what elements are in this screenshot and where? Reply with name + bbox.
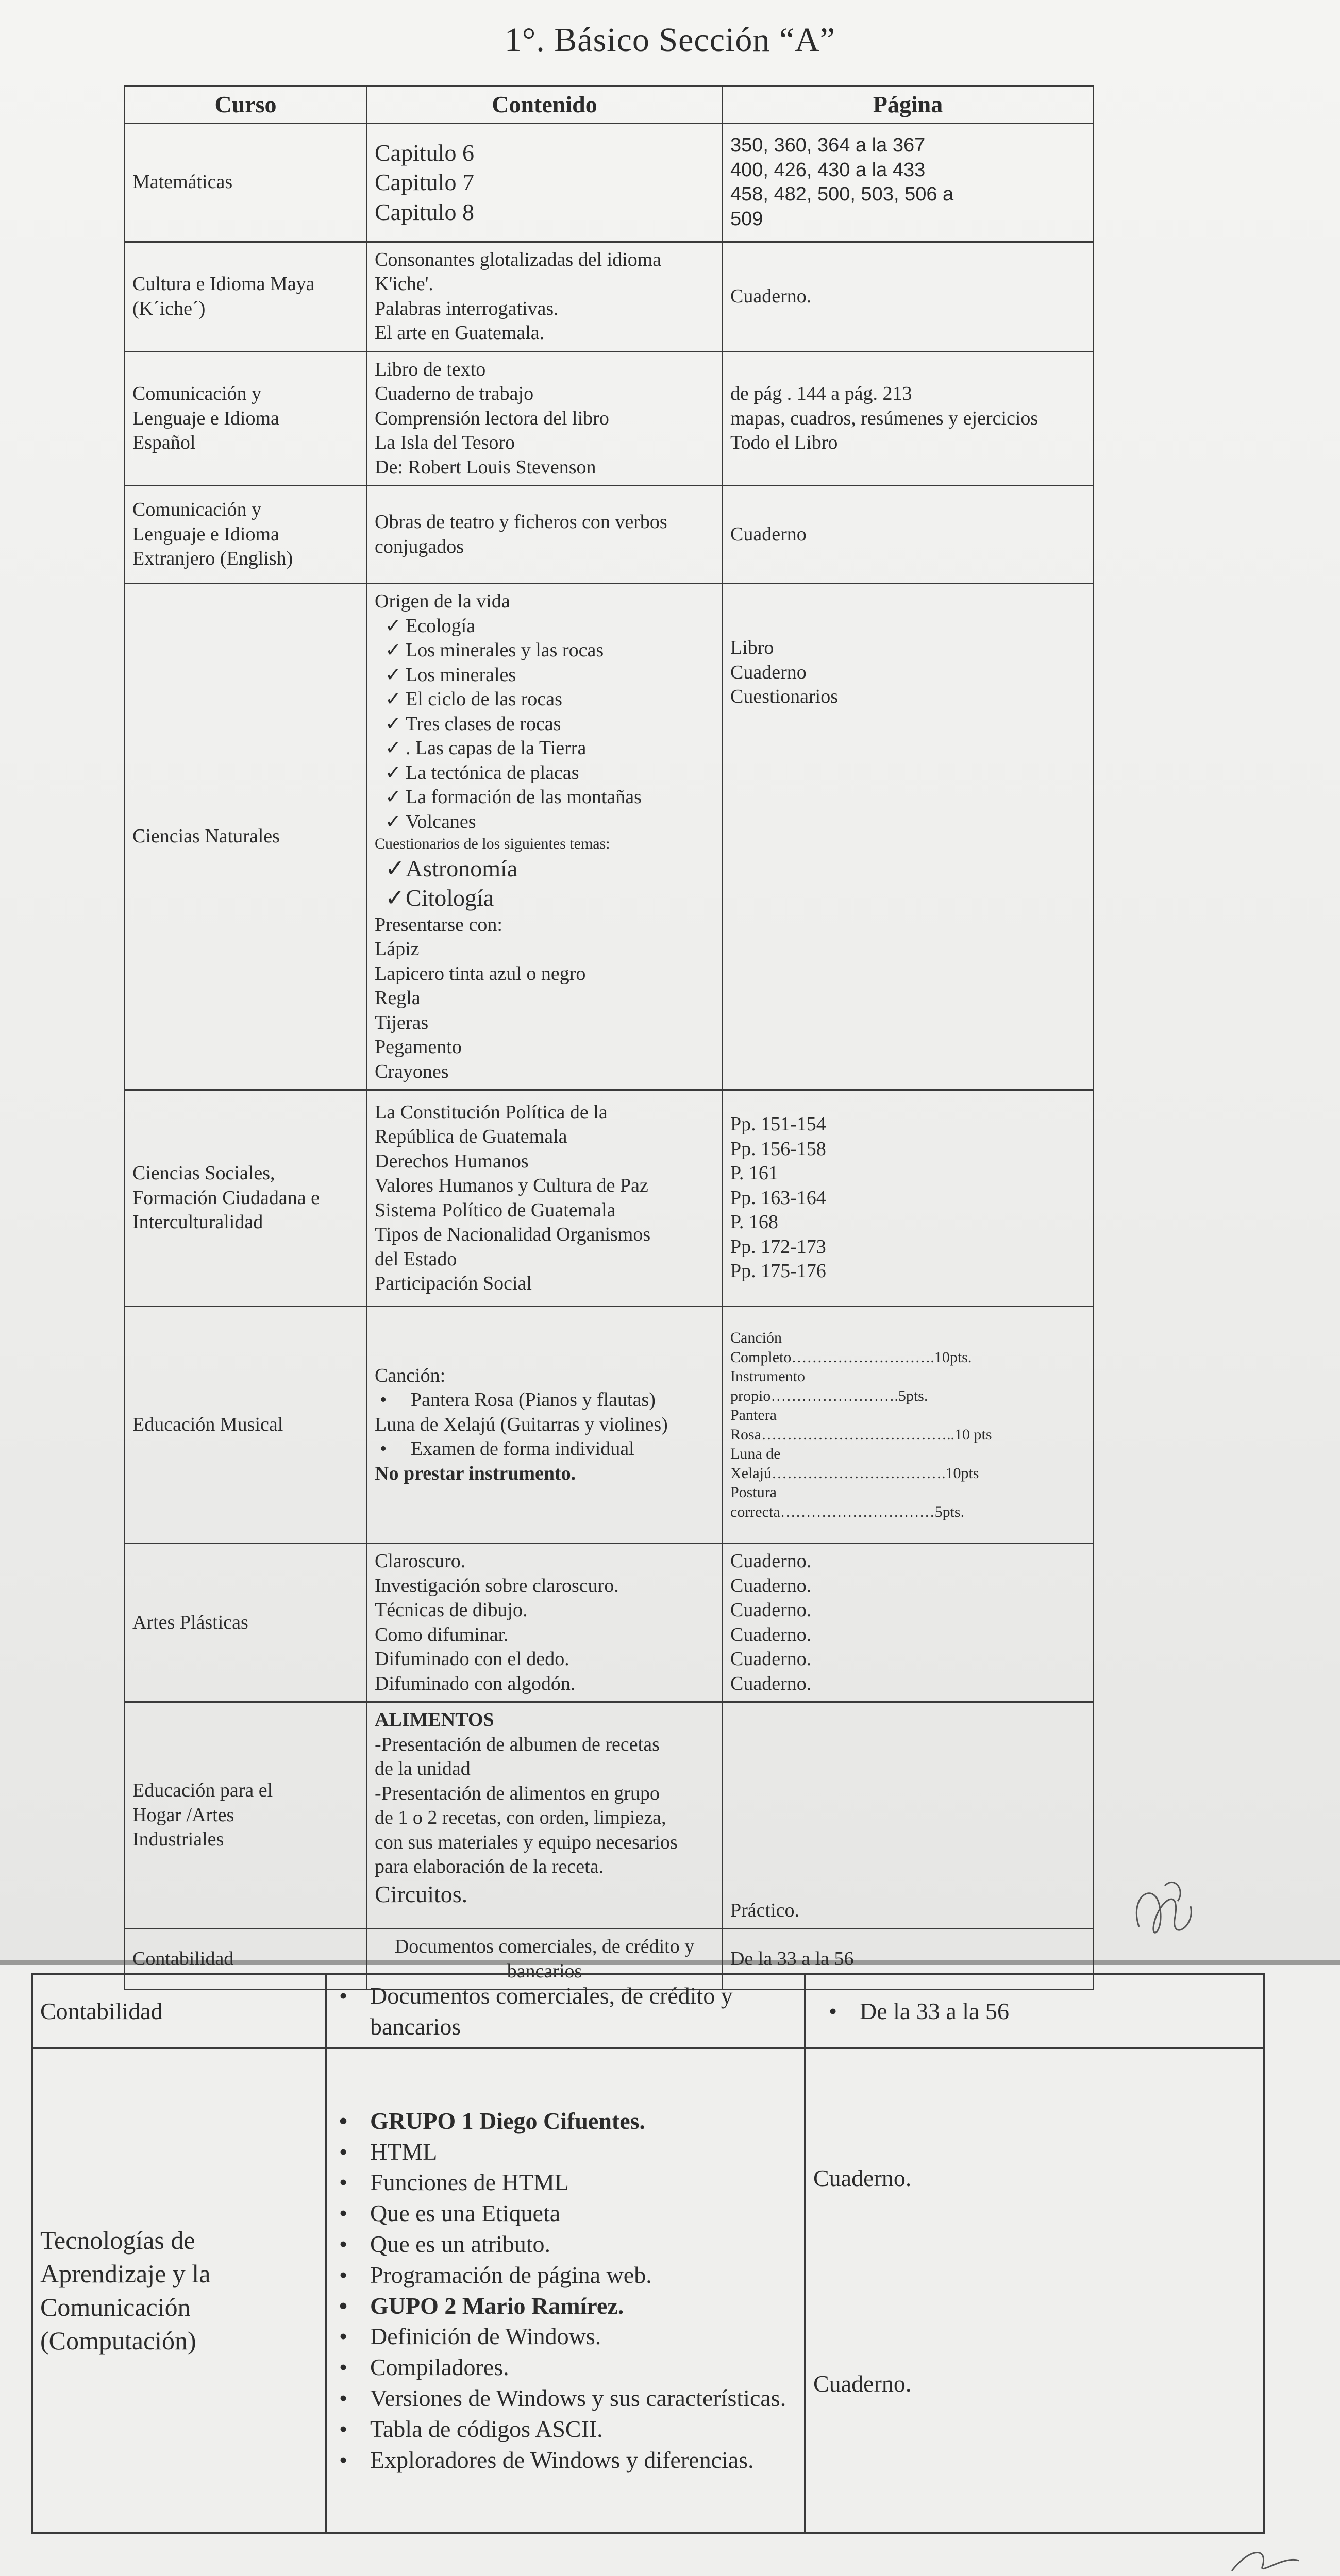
checklist-item: ✓ Astronomía <box>375 854 714 884</box>
course-line: Aprendizaje y la <box>40 2259 211 2288</box>
list-item: • HTML <box>334 2137 797 2167</box>
list-item: • Tabla de códigos ASCII. <box>334 2414 797 2445</box>
checklist-item: ✓ El ciclo de las rocas <box>375 687 714 712</box>
course-line: Tecnologías de <box>40 2225 195 2255</box>
course-line: Lenguaje e Idioma <box>132 523 279 545</box>
content-line: La Constitución Política de la <box>375 1101 608 1123</box>
content-line: Comprensión lectora del libro <box>375 407 609 429</box>
page-line: Luna de <box>730 1445 781 1462</box>
list-item: • Compiladores. <box>334 2352 797 2383</box>
content-line: K'iche'. <box>375 273 433 295</box>
list-item: • Exploradores de Windows y diferencias. <box>334 2445 797 2476</box>
content-cell <box>326 2048 805 2533</box>
content-line: con sus materiales y equipo necesarios <box>375 1831 678 1853</box>
page-cell: Cuaderno <box>723 486 1094 584</box>
page-cell <box>723 584 1094 1090</box>
content-line: Derechos Humanos <box>375 1150 529 1172</box>
checklist-item: ✓ . Las capas de la Tierra <box>375 736 714 761</box>
checklist-item: ✓ Citología <box>375 883 714 913</box>
content-line: Luna de Xelajú (Guitarras y violines) <box>375 1413 668 1435</box>
content-line: del Estado <box>375 1248 457 1270</box>
signature-partial <box>1227 2540 1304 2576</box>
page-line: Cuaderno <box>730 661 807 683</box>
page-line: Completo……………………….10pts. <box>730 1348 972 1366</box>
page-list <box>813 1996 1255 2027</box>
course-line: Interculturalidad <box>132 1211 263 1233</box>
exam-list <box>375 1437 714 1462</box>
page-line: Postura <box>730 1484 777 1501</box>
page-line: 509 <box>730 208 763 230</box>
content-line: El arte en Guatemala. <box>375 322 545 344</box>
content-line: Difuminado con algodón. <box>375 1672 576 1694</box>
page-line: Rosa………………………………..10 pts <box>730 1426 992 1443</box>
quiz-topics <box>375 854 714 913</box>
content-line: Investigación sobre claroscuro. <box>375 1574 619 1597</box>
course-line: Lenguaje e Idioma <box>132 407 279 429</box>
material-item: Regla <box>375 987 421 1009</box>
page-line: mapas, cuadros, resúmenes y ejercicios <box>730 407 1038 429</box>
checklist-item: ✓ Los minerales <box>375 663 714 688</box>
course-line: Educación para el <box>132 1780 273 1802</box>
list-item: • Que es una Etiqueta <box>334 2198 797 2229</box>
page-cell <box>723 351 1094 486</box>
checklist-item: ✓ Los minerales y las rocas <box>375 638 714 663</box>
checklist-item: ✓ La formación de las montañas <box>375 785 714 810</box>
content-line: Palabras interrogativas. <box>375 297 559 319</box>
course-line: Ciencias Sociales, <box>132 1162 275 1184</box>
content-line: Claroscuro. <box>375 1550 466 1572</box>
page-line: Pp. 163-164 <box>730 1187 826 1209</box>
content-cell <box>367 1090 723 1307</box>
content-cell <box>367 1544 723 1702</box>
course-cell <box>125 351 367 486</box>
material-item: Pegamento <box>375 1036 462 1058</box>
page-line: Pp. 156-158 <box>730 1138 826 1160</box>
page-line: de pág . 144 a pág. 213 <box>730 383 912 404</box>
course-line: Hogar /Artes <box>132 1804 234 1826</box>
content-line: Libro de texto <box>375 358 486 380</box>
page-line: Cuestionarios <box>730 686 838 707</box>
course-cell <box>125 1702 367 1929</box>
content-line: para elaboración de la receta. <box>375 1856 604 1877</box>
page-line: P. 161 <box>730 1162 778 1184</box>
page-line: Cuaderno. <box>730 1599 812 1621</box>
row-contabilidad-2 <box>32 1974 1264 2048</box>
page-cell <box>723 1307 1094 1544</box>
content-cell <box>367 1307 723 1544</box>
header-row <box>125 86 1094 124</box>
row-ciencias-sociales <box>125 1090 1094 1307</box>
page-line: propio…………………….5pts. <box>730 1387 928 1404</box>
checklist-item: ✓ La tectónica de placas <box>375 761 714 786</box>
list-item: • Pantera Rosa (Pianos y flautas) <box>375 1388 714 1413</box>
content-line: de 1 o 2 recetas, con orden, limpieza, <box>375 1807 666 1828</box>
course-cell: Artes Plásticas <box>125 1544 367 1702</box>
checklist-item: ✓ Ecología <box>375 614 714 639</box>
page-title: 1°. Básico Sección “A” <box>504 21 836 59</box>
course-cell <box>125 1090 367 1307</box>
list-item: • Versiones de Windows y sus características. <box>334 2383 797 2414</box>
page-line: Cuaderno. <box>730 1550 812 1572</box>
list-item: • Programación de página web. <box>334 2260 797 2291</box>
content-line: Consonantes glotalizadas del idioma <box>375 248 662 270</box>
list-item: • Examen de forma individual <box>375 1437 714 1462</box>
content-line: bancarios <box>507 1960 582 1982</box>
page-cell: Cuaderno. <box>723 242 1094 351</box>
page-cell: De la 33 a la 56 <box>723 1929 1094 1990</box>
content-line: La Isla del Tesoro <box>375 432 515 453</box>
page-line: Pp. 172-173 <box>730 1235 826 1258</box>
page-line: Cuaderno. <box>730 1574 812 1597</box>
content-line: conjugados <box>375 535 464 557</box>
course-line: Español <box>132 432 196 453</box>
page-line: Pantera <box>730 1406 777 1423</box>
schedule-table-continued <box>31 1973 1265 2534</box>
page-line: correcta…………………………5pts. <box>730 1503 965 1520</box>
content-line: Origen de la vida <box>375 590 510 612</box>
content-cell <box>367 1702 723 1929</box>
group-heading: • GRUPO 1 Diego Cifuentes. <box>334 2106 797 2137</box>
row-ciencias-naturales <box>125 584 1094 1090</box>
row-cultura-maya <box>125 242 1094 351</box>
course-cell: Educación Musical <box>125 1307 367 1544</box>
topic-checklist <box>375 614 714 835</box>
page-line: 400, 426, 430 a la 433 <box>730 159 926 181</box>
content-line: Valores Humanos y Cultura de Paz <box>375 1175 648 1196</box>
list-item: • De la 33 a la 56 <box>824 1996 1255 2027</box>
page-cell <box>723 1090 1094 1307</box>
content-list <box>334 1980 797 2042</box>
course-line: Formación Ciudadana e <box>132 1187 320 1209</box>
page-line: Cuaderno. <box>730 1672 812 1694</box>
course-cell <box>32 2048 326 2533</box>
content-line: Participación Social <box>375 1273 532 1294</box>
content-line: Cuestionarios de los siguientes temas: <box>375 835 610 852</box>
content-cell <box>367 486 723 584</box>
material-item: Lápiz <box>375 938 420 960</box>
course-cell: Contabilidad <box>32 1974 326 2048</box>
content-cell <box>367 123 723 242</box>
checklist-item: ✓ Volcanes <box>375 810 714 835</box>
content-line: Difuminado con el dedo. <box>375 1648 569 1670</box>
content-line: República de Guatemala <box>375 1126 567 1147</box>
material-item: Tijeras <box>375 1011 429 1033</box>
page-cell <box>723 123 1094 242</box>
signature <box>1118 1865 1211 1958</box>
course-line: Extranjero (English) <box>132 548 293 570</box>
page-line: Cuaderno. <box>730 1623 812 1646</box>
course-line: (K´iche´) <box>132 297 206 319</box>
schedule-table <box>124 85 1094 1990</box>
content-heading: ALIMENTOS <box>375 1709 494 1731</box>
content-cell <box>367 351 723 486</box>
course-cell <box>125 486 367 584</box>
checklist-item: ✓ Tres clases de rocas <box>375 712 714 737</box>
course-line: Industriales <box>132 1828 224 1851</box>
page-line: Cuaderno. <box>813 2164 912 2191</box>
page-line: Todo el Libro <box>730 432 838 453</box>
course-line: (Computación) <box>40 2326 196 2355</box>
row-educacion-hogar <box>125 1702 1094 1929</box>
header-content: Contenido <box>367 86 723 124</box>
course-cell: Contabilidad <box>125 1929 367 1990</box>
course-cell: Ciencias Naturales <box>125 584 367 1090</box>
list-item: • Que es un atributo. <box>334 2229 797 2260</box>
row-english <box>125 486 1094 584</box>
page-line: P. 168 <box>730 1211 778 1233</box>
content-line: Canción: <box>375 1364 446 1386</box>
course-cell <box>125 242 367 351</box>
content-line: Documentos comerciales, de crédito y <box>394 1936 695 1957</box>
topic-list <box>334 2106 797 2476</box>
material-item: Crayones <box>375 1060 449 1082</box>
page-line: Cuaderno. <box>730 1648 812 1670</box>
content-line: Obras de teatro y ficheros con verbos <box>375 511 667 533</box>
row-espanol <box>125 351 1094 486</box>
song-list <box>375 1388 714 1413</box>
page-cell: Práctico. <box>723 1702 1094 1929</box>
content-cell <box>326 1974 805 2048</box>
content-line: Cuaderno de trabajo <box>375 383 534 404</box>
content-line: -Presentación de alimentos en grupo <box>375 1782 660 1804</box>
page-line: Instrumento <box>730 1368 805 1385</box>
content-line: Presentarse con: <box>375 913 502 936</box>
content-line: Como difuminar. <box>375 1623 509 1646</box>
page-cell <box>805 2048 1264 2533</box>
header-course: Curso <box>125 86 367 124</box>
page-line: Pp. 151-154 <box>730 1113 826 1136</box>
content-line: Capitulo 7 <box>375 169 474 196</box>
page-line: Canción <box>730 1329 782 1346</box>
content-line: Tipos de Nacionalidad Organismos <box>375 1224 651 1245</box>
row-educacion-musical <box>125 1307 1094 1544</box>
content-line: Capitulo 8 <box>375 198 474 225</box>
content-line: Circuitos. <box>375 1880 468 1907</box>
content-line: Sistema Político de Guatemala <box>375 1199 616 1221</box>
content-line: No prestar instrumento. <box>375 1462 576 1484</box>
content-line: De: Robert Louis Stevenson <box>375 456 596 478</box>
page-line: Xelajú…………………………….10pts <box>730 1464 979 1482</box>
content-line: Capitulo 6 <box>375 139 474 166</box>
content-line: -Presentación de albumen de recetas <box>375 1733 660 1755</box>
group-heading: • GUPO 2 Mario Ramírez. <box>334 2291 797 2321</box>
course-cell: Matemáticas <box>125 123 367 242</box>
row-matematicas <box>125 123 1094 242</box>
page-line: Cuaderno. <box>813 2370 912 2397</box>
course-line: Comunicación y <box>132 499 262 521</box>
page-cell <box>805 1974 1264 2048</box>
page-cell <box>723 1544 1094 1702</box>
page-line: 350, 360, 364 a la 367 <box>730 134 926 156</box>
list-item: • Definición de Windows. <box>334 2321 797 2352</box>
content-line: Técnicas de dibujo. <box>375 1599 528 1621</box>
row-tecnologias <box>32 2048 1264 2533</box>
page-line: 458, 482, 500, 503, 506 a <box>730 183 954 205</box>
list-item: • Documentos comerciales, de crédito y bancarios <box>334 1980 797 2042</box>
material-item: Lapicero tinta azul o negro <box>375 962 586 985</box>
course-line: Comunicación y <box>132 383 262 404</box>
content-line: de la unidad <box>375 1758 471 1780</box>
page-line: Libro <box>730 637 774 658</box>
content-cell <box>367 584 723 1090</box>
page-line: Pp. 175-176 <box>730 1260 826 1282</box>
course-line: Comunicación <box>40 2292 191 2321</box>
list-item: • Funciones de HTML <box>334 2167 797 2198</box>
course-line: Cultura e Idioma Maya <box>132 273 315 295</box>
header-page: Página <box>723 86 1094 124</box>
row-artes-plasticas <box>125 1544 1094 1702</box>
content-cell <box>367 242 723 351</box>
